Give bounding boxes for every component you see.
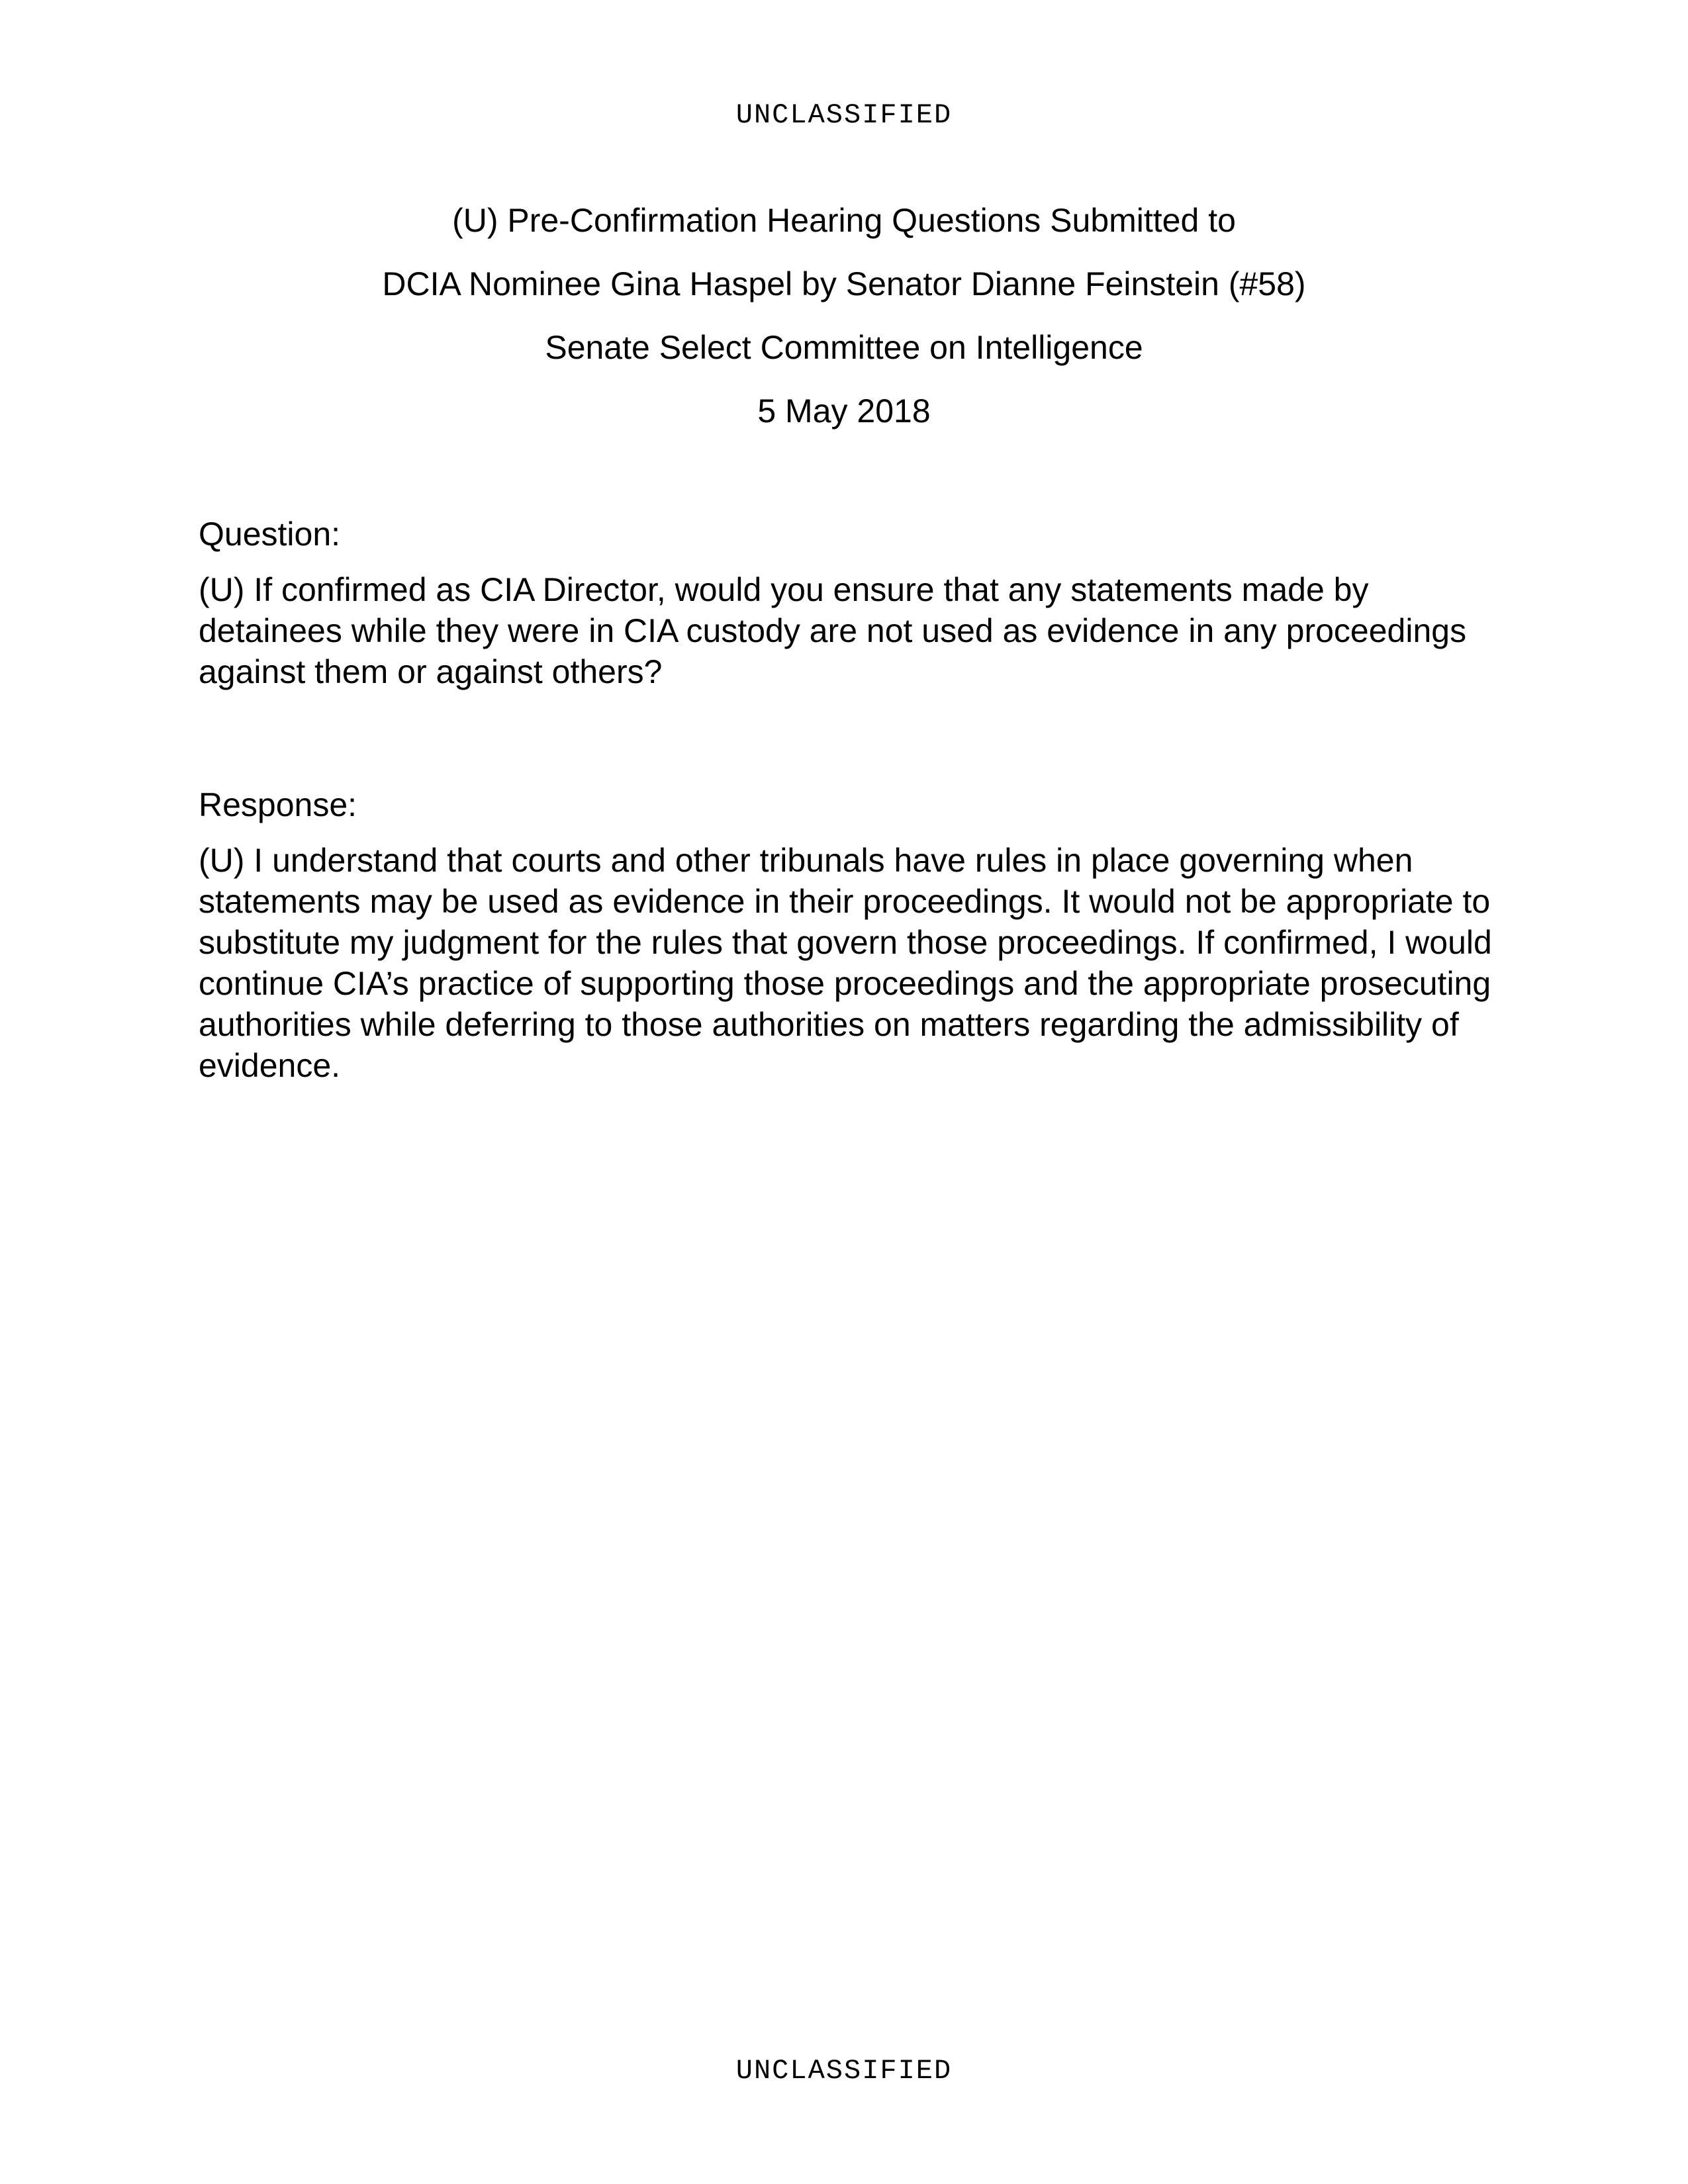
response-heading: Response: — [199, 786, 357, 823]
title-line-heading: (U) Pre-Confirmation Hearing Questions Submitted to — [452, 202, 1236, 239]
response-text: (U) I understand that courts and other tribunals have rules in place governing when statements may be used as evidence in their proceedings. It would not be appropriate to substitute my judgment for the rules that govern those proceedings. If confirmed, I would continue CIA’s practice of supporting those proceedings and the appropriate prosecuting authorities while deferring to those authorities on matters regarding the admissibility of evidence. — [199, 842, 1492, 1084]
title-line-committee: Senate Select Committee on Intelligence — [545, 329, 1143, 366]
classification-marking-bottom: UNCLASSIFIED — [735, 2055, 953, 2087]
title-line-date: 5 May 2018 — [757, 392, 931, 430]
question-text: (U) If confirmed as CIA Director, would you ensure that any statements made by detainees while they were in CIA custody are not used as evidence in any proceedings against them or against others? — [199, 571, 1467, 690]
question-heading: Question: — [199, 516, 341, 553]
title-line-nominee: DCIA Nominee Gina Haspel by Senator Dianne Feinstein (#58) — [382, 265, 1306, 302]
question-section — [199, 514, 1509, 692]
response-section — [199, 784, 1509, 1086]
document-title — [0, 199, 1688, 453]
classification-marking-top: UNCLASSIFIED — [735, 99, 953, 131]
